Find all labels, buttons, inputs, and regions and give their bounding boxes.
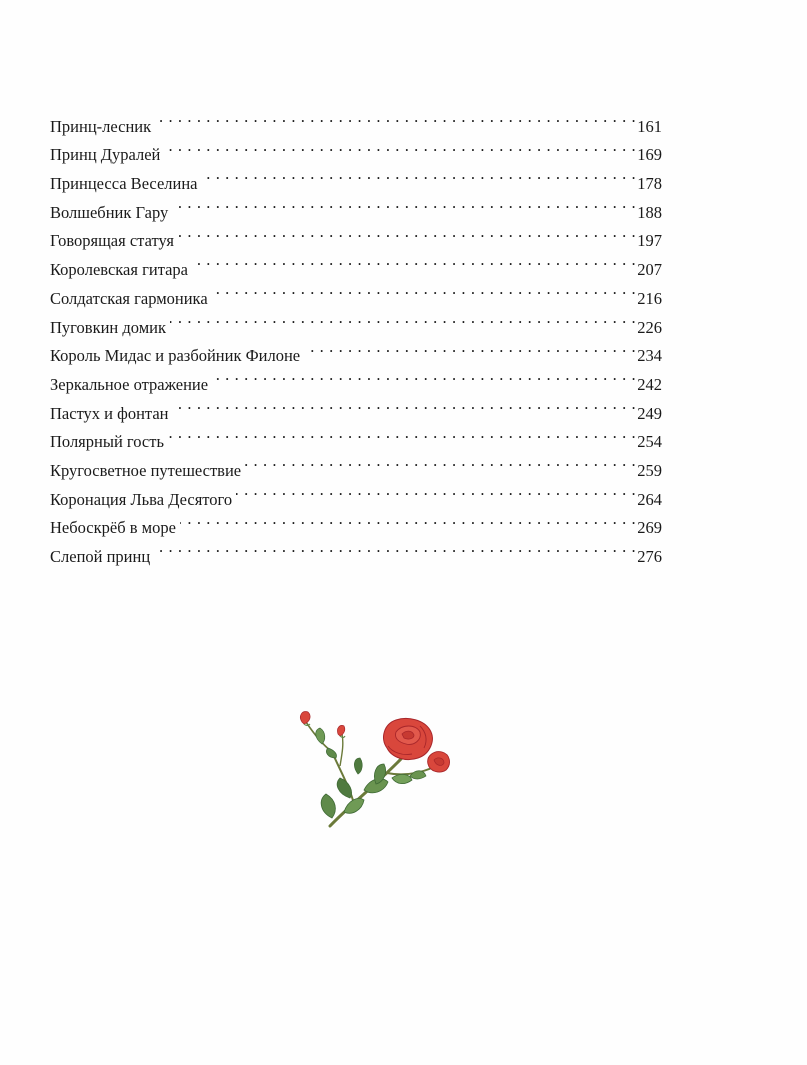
toc-entry-page: 259: [637, 460, 662, 480]
toc-entry-page: 197: [637, 231, 662, 251]
dot-leader: [170, 304, 636, 333]
toc-entry-page: 188: [637, 202, 662, 222]
dot-leader: [172, 189, 636, 218]
toc-entry-title: Волшебник Гару: [50, 202, 169, 222]
dot-leader: [245, 447, 636, 476]
dot-leader: [304, 333, 636, 362]
dot-leader: [192, 246, 636, 275]
dot-leader: [164, 132, 636, 161]
toc-entry-title: Пастух и фонтан: [50, 403, 169, 423]
toc-entry-title: Принц Дуралей: [50, 145, 161, 165]
toc-entry-title: Зеркальное отражение: [50, 374, 209, 394]
dot-leader: [236, 476, 636, 505]
rose-sprig-illustration: [292, 708, 457, 833]
toc-entry-title: Солдатская гармоника: [50, 288, 208, 308]
table-of-contents: [50, 103, 662, 566]
toc-entry-page: 234: [637, 346, 662, 366]
toc-entry-title: Пуговкин домик: [50, 317, 166, 337]
toc-entry-title: Говорящая статуя: [50, 231, 174, 251]
toc-entry-page: 226: [637, 317, 662, 337]
rose-bud-icon: [428, 752, 450, 772]
toc-entry-title: Король Мидас и разбойник Филоне: [50, 346, 301, 366]
dot-leader: [154, 533, 636, 562]
toc-entry-page: 254: [637, 432, 662, 452]
toc-entry[interactable]: [50, 103, 662, 136]
toc-entry-title: Небоскрёб в море: [50, 518, 176, 538]
toc-entry-title: Полярный гость: [50, 432, 164, 452]
dot-leader: [172, 390, 636, 419]
toc-entry-title: Королевская гитара: [50, 260, 189, 280]
dot-leader: [168, 419, 636, 448]
toc-entry-page: 264: [637, 489, 662, 509]
toc-entry-title: Коронация Льва Десятого: [50, 489, 233, 509]
toc-entry-page: 249: [637, 403, 662, 423]
dot-leader: [202, 160, 637, 189]
dot-leader: [155, 103, 636, 132]
toc-entry-title: Слепой принц: [50, 547, 151, 566]
toc-entry-page: 178: [637, 174, 662, 194]
dot-leader: [180, 505, 636, 534]
dot-leader: [212, 275, 637, 304]
toc-entry-page: 207: [637, 260, 662, 280]
dot-leader: [178, 218, 636, 247]
toc-entry-title: Принц-лесник: [50, 116, 152, 136]
toc-entry-page: 216: [637, 288, 662, 308]
toc-entry-page: 161: [637, 116, 662, 136]
toc-entry-page: 242: [637, 374, 662, 394]
rose-bloom-icon: [384, 718, 433, 759]
dot-leader: [212, 361, 636, 390]
toc-entry-title: Принцесса Веселина: [50, 174, 198, 194]
toc-entry-title: Кругосветное путешествие: [50, 460, 242, 480]
toc-entry-page: 269: [637, 518, 662, 538]
toc-entry-page: 169: [637, 145, 662, 165]
toc-entry-page: 276: [637, 547, 662, 566]
